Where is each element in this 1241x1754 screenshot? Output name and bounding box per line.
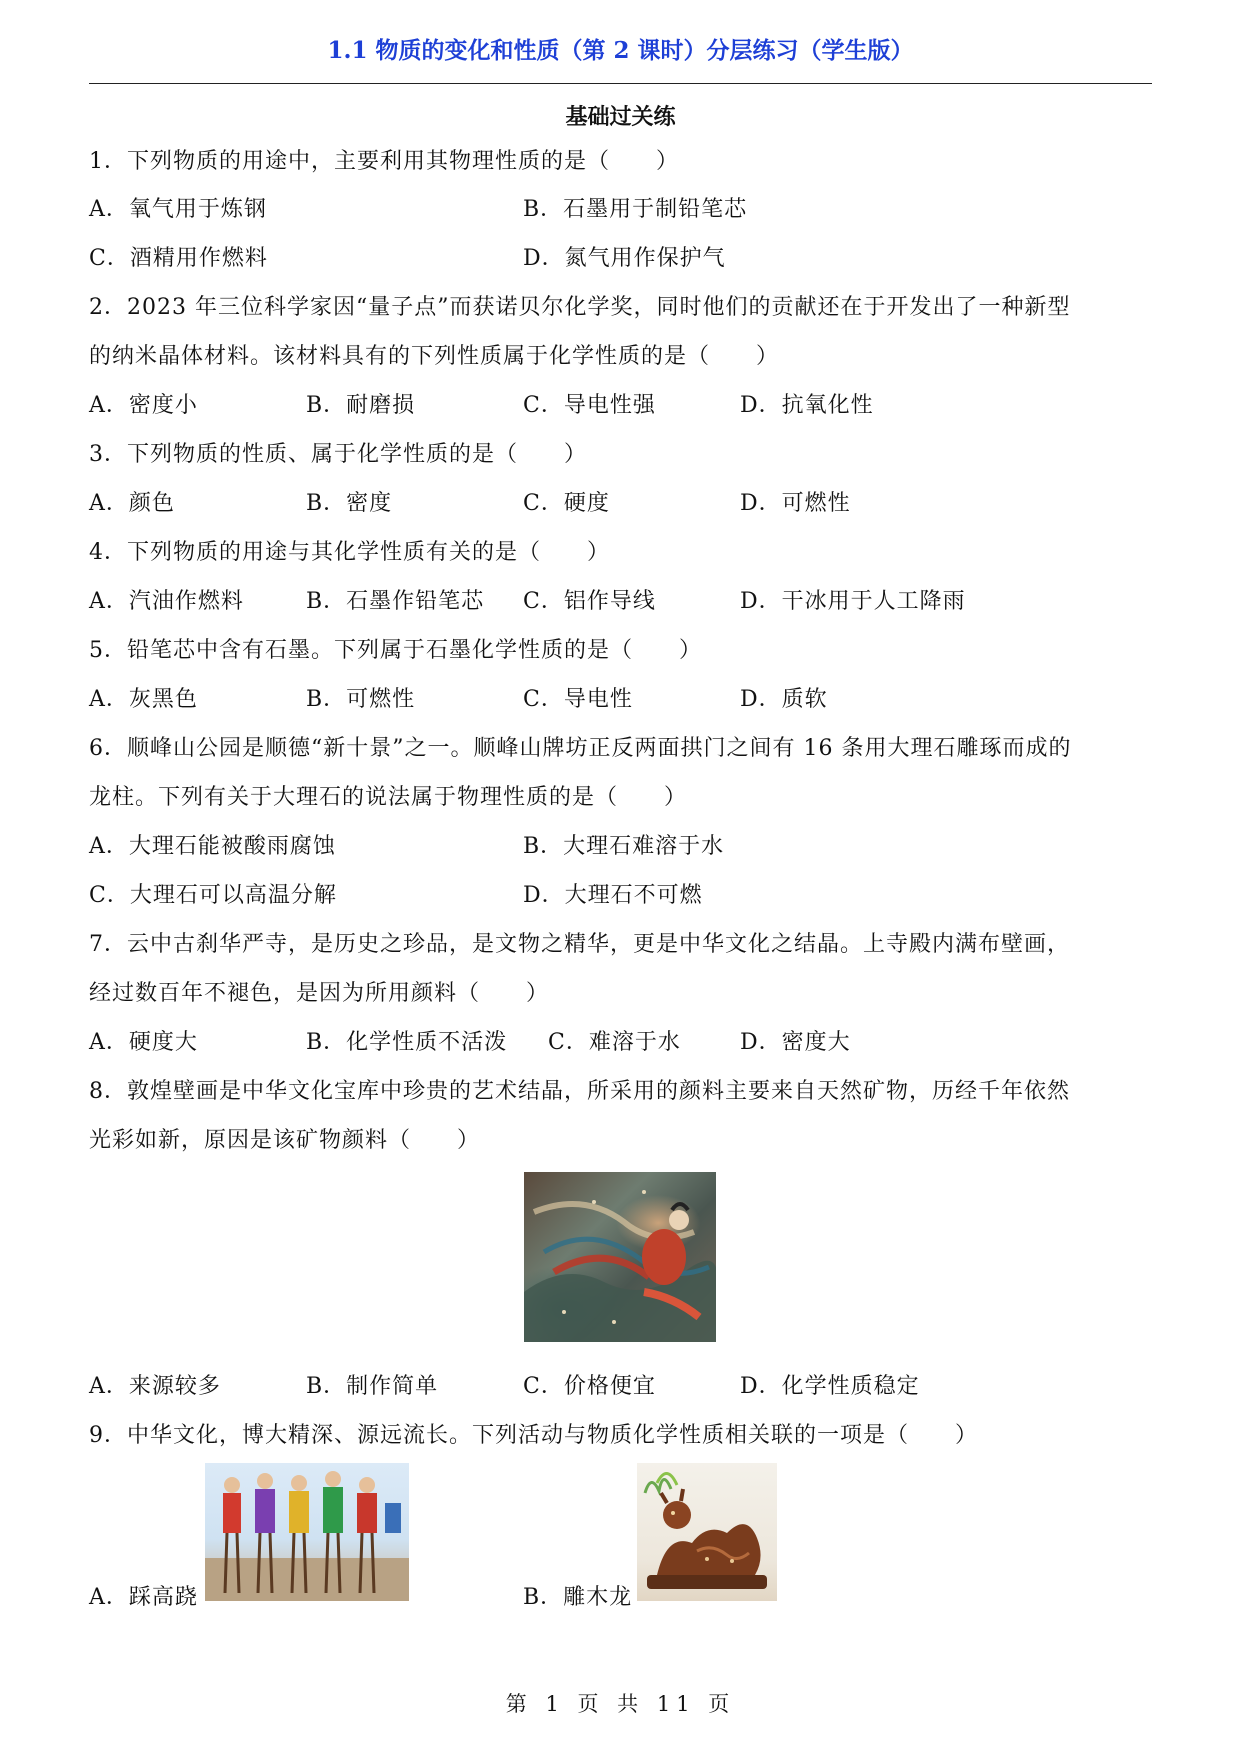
q4-option-a: A．汽油作燃料: [89, 589, 244, 614]
question-6-stem-line1: 6．顺峰山公园是顺德“新十景”之一。顺峰山牌坊正反两面拱门之间有 16 条用大理石雕琢而成的: [89, 736, 1072, 761]
wood-dragon-carving-image: [637, 1463, 777, 1601]
stilt-walking-image: [205, 1463, 409, 1601]
page-number: 第 1 页 共 11 页: [505, 1692, 736, 1716]
q7-option-b: B．化学性质不活泼: [306, 1030, 508, 1055]
q1-option-d: D．氮气用作保护气: [523, 246, 726, 271]
q8-option-b: B．制作简单: [306, 1374, 439, 1399]
question-8-stem-line1: 8．敦煌壁画是中华文化宝库中珍贵的艺术结晶，所采用的颜料主要来自天然矿物，历经千年依然: [89, 1079, 1071, 1104]
q4-option-d: D．干冰用于人工降雨: [740, 589, 966, 614]
q2-option-a: A．密度小: [89, 393, 198, 418]
q2-option-d: D．抗氧化性: [740, 393, 874, 418]
q1-option-b: B．石墨用于制铅笔芯: [523, 197, 748, 222]
question-7-stem-line2: 经过数百年不褪色，是因为所用颜料（ ）: [89, 981, 550, 1006]
q8-option-a: A．来源较多: [89, 1374, 221, 1399]
q2-option-b: B．耐磨损: [306, 393, 416, 418]
q6-option-a: A．大理石能被酸雨腐蚀: [89, 834, 336, 859]
question-2-stem-line2: 的纳米晶体材料。该材料具有的下列性质属于化学性质的是（ ）: [89, 344, 780, 369]
q4-option-c: C．铝作导线: [523, 589, 656, 614]
q3-option-d: D．可燃性: [740, 491, 851, 516]
q9-option-a: A．踩高跷: [89, 1585, 198, 1610]
q6-option-d: D．大理石不可燃: [523, 883, 703, 908]
q8-option-d: D．化学性质稳定: [740, 1374, 920, 1399]
section-title: 基础过关练: [565, 104, 676, 130]
document-title: 1.1 物质的变化和性质（第 2 课时）分层练习（学生版）: [327, 37, 914, 64]
q3-option-b: B．密度: [306, 491, 393, 516]
q5-option-d: D．质软: [740, 687, 828, 712]
q3-option-c: C．硬度: [523, 491, 610, 516]
q6-option-c: C．大理石可以高温分解: [89, 883, 337, 908]
q7-option-c: C．难溶于水: [548, 1030, 681, 1055]
question-9-stem: 9．中华文化，博大精深、源远流长。下列活动与物质化学性质相关联的一项是（ ）: [89, 1423, 978, 1448]
header-divider: [89, 83, 1152, 84]
q3-option-a: A．颜色: [89, 491, 175, 516]
q8-option-c: C．价格便宜: [523, 1374, 656, 1399]
question-6-stem-line2: 龙柱。下列有关于大理石的说法属于物理性质的是（ ）: [89, 785, 688, 810]
question-1-stem: 1．下列物质的用途中，主要利用其物理性质的是（ ）: [89, 149, 679, 174]
question-3-stem: 3．下列物质的性质、属于化学性质的是（ ）: [89, 442, 587, 467]
question-7-stem-line1: 7．云中古刹华严寺，是历史之珍品，是文物之精华，更是中华文化之结晶。上寺殿内满布壁画，: [89, 932, 1071, 957]
question-5-stem: 5．铅笔芯中含有石墨。下列属于石墨化学性质的是（ ）: [89, 638, 702, 663]
question-8-stem-line2: 光彩如新，原因是该矿物颜料（ ）: [89, 1128, 481, 1153]
q1-option-c: C．酒精用作燃料: [89, 246, 268, 271]
q5-option-b: B．可燃性: [306, 687, 416, 712]
q7-option-a: A．硬度大: [89, 1030, 198, 1055]
q1-option-a: A．氧气用于炼钢: [89, 197, 267, 222]
dunhuang-mural-image: [524, 1172, 716, 1342]
q7-option-d: D．密度大: [740, 1030, 851, 1055]
q4-option-b: B．石墨作铅笔芯: [306, 589, 485, 614]
q5-option-a: A．灰黑色: [89, 687, 198, 712]
q5-option-c: C．导电性: [523, 687, 633, 712]
question-2-stem-line1: 2．2023 年三位科学家因“量子点”而获诺贝尔化学奖，同时他们的贡献还在于开发出了一种新型: [89, 295, 1071, 320]
q9-option-b: B．雕木龙: [523, 1585, 633, 1610]
question-4-stem: 4．下列物质的用途与其化学性质有关的是（ ）: [89, 540, 610, 565]
q2-option-c: C．导电性强: [523, 393, 656, 418]
q6-option-b: B．大理石难溶于水: [523, 834, 725, 859]
